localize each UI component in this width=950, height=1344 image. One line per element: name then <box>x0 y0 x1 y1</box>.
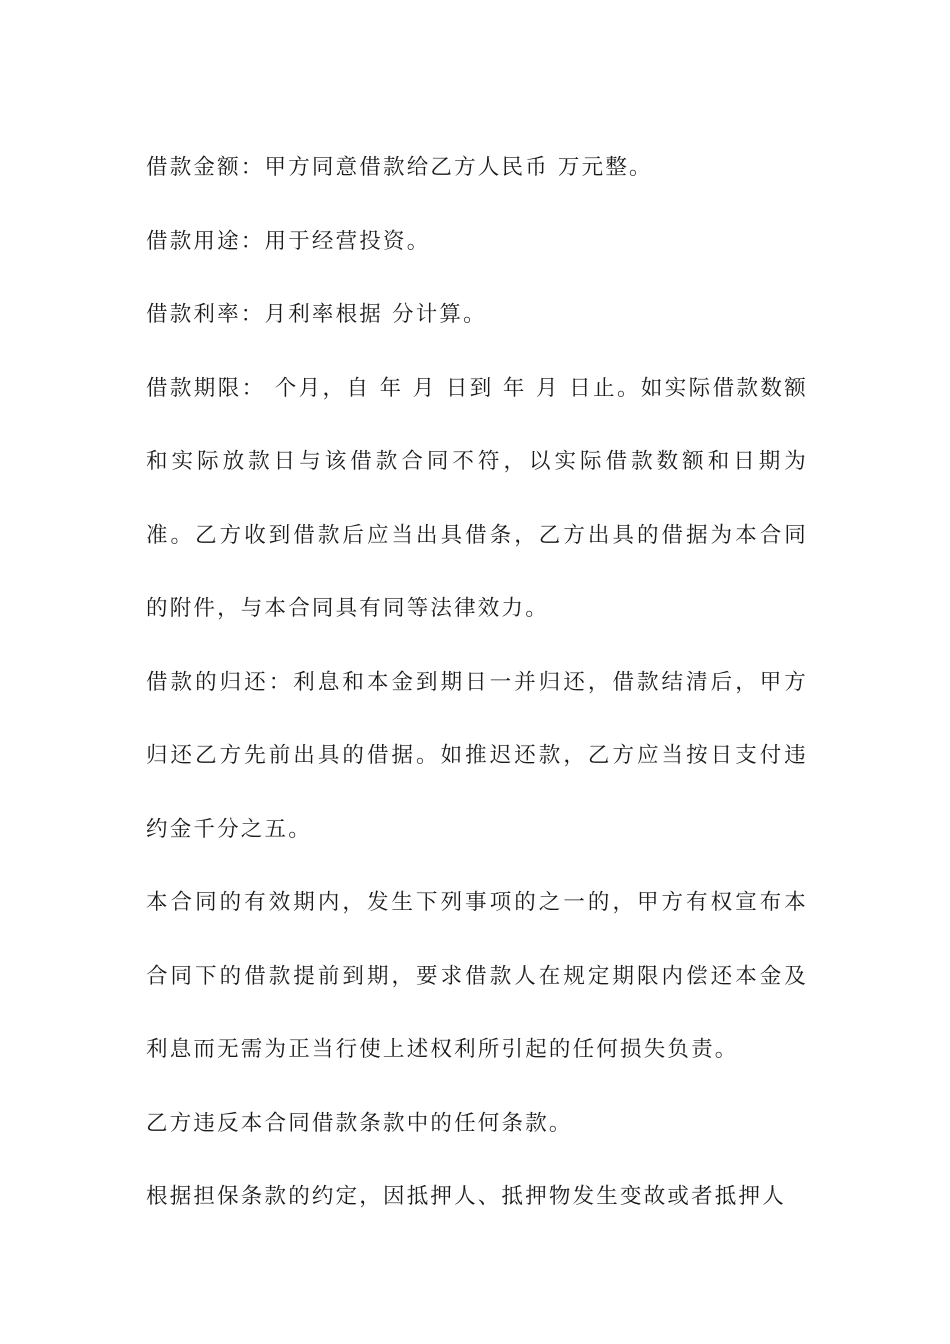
paragraph-guarantee-clause: 根据担保条款的约定，因抵押人、抵押物发生变故或者抵押人 <box>146 1184 786 1209</box>
paragraph-early-maturity: 本合同的有效期内，发生下列事项的之一的，甲方有权宣布本合同下的借款提前到期，要求借款人在规定期限内偿还本金及利息而无需为正当行使上述权利所引起的任何损失负责。 <box>146 890 808 1062</box>
paragraph-breach-clause: 乙方违反本合同借款条款中的任何条款。 <box>146 1110 573 1136</box>
paragraph-loan-purpose: 借款用途：用于经营投资。 <box>146 228 431 254</box>
document-body <box>146 131 808 1234</box>
paragraph-loan-amount: 借款金额：甲方同意借款给乙方人民币 万元整。 <box>146 155 653 180</box>
paragraph-interest-rate: 借款利率：月利率根据 分计算。 <box>146 302 487 327</box>
paragraph-repayment: 借款的归还：利息和本金到期日一并归还，借款结清后，甲方归还乙方先前出具的借据。如推迟还款，乙方应当按日支付违约金千分之五。 <box>146 669 808 842</box>
paragraph-loan-term: 借款期限： 个月，自 年 月 日到 年 月 日止。如实际借款数额和实际放款日与该借款合同不符，以实际借款数额和日期为准。乙方收到借款后应当出具借条，乙方出具的借据为本合同的附件，与本合同具有同等法律效力。 <box>146 375 808 621</box>
